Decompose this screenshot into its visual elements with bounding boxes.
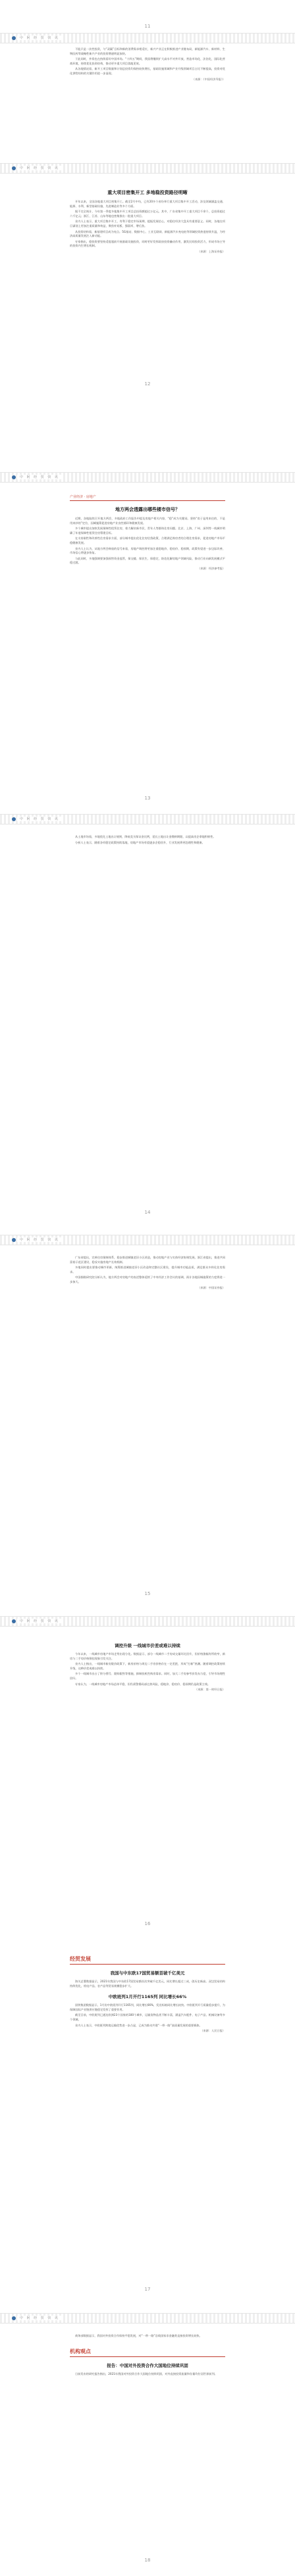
page-1	[0, 0, 295, 158]
section-divider	[70, 1964, 225, 1965]
paragraph: 近期，各地陆续召开地方两会，多地政府工作报告中提及房地产相关内容，“稳”成为关键词。坚持“房子是用来住的、不是用来炒的”定位，因城施策促进房地产业良性循环和健康发展。	[70, 517, 225, 525]
paragraph: 日前发布的研究报告指出，2021年我国对外投资合作大国地位持续巩固，对外直接投资流量和存量均位居世界前列。	[75, 2372, 217, 2375]
paragraph: 专家指出，稳投资要坚持适度超前开展基础设施投资，同时更好发挥政府投资撬动作用，激发民间投资活力，形成市场主导的投资内生增长机制。	[70, 239, 225, 248]
page-number: 13	[144, 796, 151, 801]
source-note: （来源：《中国经济导报》）	[192, 77, 225, 81]
paragraph: 多地同时提出要推动城市更新，统筹推进城镇老旧小区改造和完整社区建设，提升城市功能品质，满足群众多样化住房需求。	[70, 1266, 225, 1274]
source-note: （来源：中国证券报）	[198, 1285, 225, 1289]
paragraph: 业内人士指出，一线城市新房限价政策下，新房价格与周边二手房价格存在一定差距，形成“打新”热潮。随着调控政策持续升级，这种价差或难以持续。	[70, 1662, 225, 1670]
paragraph: 据不完全统计，今年第一季度多地集中开工项目总投资额超过万亿元。其中，广东省集中开工重大项目千余个，总投资超过六千亿元；浙江、江苏、山东等地也密集推出一批重大项目。	[70, 210, 225, 218]
paragraph: 分析人士表示，随着各项稳定政策持续落地，房地产市场有望逐步企稳回升，行业发展将更趋理性和健康。	[75, 840, 205, 844]
paragraph: 业内人士表示，中欧班列跨境运输优势进一步凸显，已成为推动共建“一带一路”高质量发展的重要载体。	[75, 2023, 202, 2027]
paragraph: 广东省提出，完善住房保障体系，稳步推进城镇老旧小区改造，推动房地产业与实体经济协调发展。浙江省提出，推进共同富裕示范区建设，稳妥实施房地产长效机制。	[70, 1256, 225, 1264]
paragraph: 从各地情况看，新开工项目数量和计划总投资均保持较快增长，基础设施领域和产业升级领域项目占比不断提高，投资对优化供给结构的关键作用进一步显现。	[70, 67, 225, 75]
header-brand: 中 阿 经 贸 快 讯	[17, 36, 62, 40]
section-divider	[70, 2356, 225, 2357]
section-label: 产业经济 · 房地产	[70, 495, 96, 499]
page-4	[0, 809, 295, 1230]
page-7	[0, 1940, 295, 2308]
paragraph: 海关总署数据显示，2021年我国与中东欧17国贸易额首次突破千亿美元，同比增长超过三成，创历史新高。双边贸易结构持续优化，机电产品、农产品等贸易规模稳步扩大。	[70, 1980, 225, 1988]
paragraph: 于此同时，外资也在持续看好中国市场。“十四五”期间，我国将继续扩大高水平对外开放，营造市场化、法治化、国际化营商环境，持续优化投资结构，推动更多重大项目落地见效。	[70, 57, 225, 65]
header-brand: 中 阿 经 贸 快 讯	[17, 2316, 62, 2320]
text-column	[70, 1256, 225, 1294]
text-column	[70, 2334, 225, 2377]
article-heading: 我国与中东欧17国贸易额首破千亿美元	[110, 1970, 185, 1976]
page-number: 12	[144, 381, 151, 387]
page-number: 11	[144, 24, 151, 29]
header-logo-dot	[12, 1619, 16, 1623]
page-number: 17	[144, 2287, 151, 2292]
header-brand: 中 阿 经 贸 快 讯	[17, 1619, 62, 1623]
page-header-stripe	[0, 814, 295, 824]
page-6	[0, 1611, 295, 1940]
header-brand: 中 阿 经 贸 快 讯	[17, 475, 62, 479]
header-logo-dot	[12, 2316, 16, 2320]
page-header-stripe	[0, 472, 295, 483]
header-brand: 中 阿 经 贸 快 讯	[17, 166, 62, 170]
header-brand: 中 阿 经 贸 快 讯	[17, 817, 62, 821]
paragraph: 多个一线城市出台了积分摇号、限购限售等措施，抑制投机性购房需求。同时，加大二手房参考价发布力度，引导市场理性回归。	[70, 1672, 225, 1680]
paragraph: 在支持刚性和改善性住房需求方面，部分城市提出优化住房信贷政策，合理满足购房者的合理住房需求，促进房地产市场平稳健康发展。	[70, 537, 225, 544]
page-header-stripe	[0, 2313, 295, 2324]
header-logo-dot	[12, 1238, 16, 1242]
paragraph: 不能只是一次性投资，与“双碳”目标和新的消费需求相适应，新兴产业正在积极推进产业链布局，新能源汽车、新材料、生物医药等战略性新兴产业的投资增速明显加快。	[70, 47, 225, 55]
source-note: （来源：上海证券报）	[198, 249, 225, 253]
text-column	[70, 835, 225, 846]
section-label: 机构观点	[70, 2348, 91, 2354]
section-label: 经贸发展	[70, 1956, 91, 1962]
paragraph: 与此同时，多地强调要加强预售资金监管，保交楼、保民生、保稳定，防范化解房地产领域风险，推动行业向新发展模式平稳过渡。	[70, 556, 225, 565]
text-column	[70, 184, 225, 258]
source-note: （来源：第一财经日报）	[194, 1688, 225, 1692]
page-2	[0, 158, 295, 467]
paragraph: 今年以来，一线城市房地产市场走势出现分化。数据显示，部分一线城市二手房成交量环比回升，但价格涨幅有所收窄，新房与二手房价格倒挂现象引发关注。	[70, 1652, 225, 1660]
page-number: 18	[144, 2558, 151, 2563]
source-note: （来源：经济参考报）	[198, 566, 225, 570]
header-logo-dot	[12, 36, 16, 40]
article-heading: 报告：中国对外投资合作大国地位持续巩固	[107, 2362, 188, 2368]
text-column	[70, 1637, 225, 1696]
paragraph: 业内人士表示，重大项目集中开工，有利于稳定市场预期、提振发展信心，对稳住经济大盘具有重要意义。同时，各地在项目谋划上更加注重质量和效益，聚焦补短板、强弱项、增后劲。	[70, 220, 225, 227]
header-logo-dot	[12, 817, 16, 821]
paragraph: 开年以来，全国各地重大项目密集开工。截至2月中旬，已有20多个省份举行重大项目集中开工活动，涉及领域涵盖交通、能源、水利、新型基础设施、先进制造业等多个方面。	[70, 200, 225, 208]
paragraph: 商务部数据显示，我国对外投资合作保持平稳发展，对“一带一路”沿线国家非金融类直接投资增长较快。	[75, 2334, 202, 2337]
article-heading: 地方两会透露出哪些楼市信号？	[115, 507, 180, 512]
header-logo-dot	[12, 475, 16, 479]
source-note: （来源：人民日报）	[200, 2029, 225, 2033]
paragraph: 国铁集团数据显示，1月份中欧班列开行1165列，同比增长66%，发送标箱同比增长较快。中欧班列开行质量稳步提升，为保障国际产业链供应链稳定发挥了重要作用。	[70, 2003, 225, 2011]
page-header-stripe	[0, 163, 295, 174]
paragraph: 中国指数研究院分析认为，地方两会对房地产的表述整体延续了中央经济工作会议的基调，预计各地因城施策的力度将进一步加大。	[70, 1276, 225, 1283]
header-brand: 中 阿 经 贸 快 讯	[17, 1237, 62, 1242]
page-number: 14	[144, 1210, 151, 1215]
page-header-stripe	[0, 33, 295, 43]
article-heading-2: 中欧班列1月开行1165列 同比增长66%	[108, 1994, 187, 2000]
section-divider	[70, 500, 225, 501]
page-number: 15	[144, 1591, 151, 1596]
paragraph: 截至目前，中欧班列已通达欧洲23个国家的180个城市，运输货物品类不断丰富，涵盖汽车配件、电子产品、机械设备等多个领域。	[70, 2013, 225, 2021]
page-8	[0, 2308, 295, 2576]
page-number: 16	[144, 1921, 151, 1926]
header-logo-dot	[12, 166, 16, 170]
article-heading: 调控升级 一线城市价差或难以持续	[115, 1643, 180, 1648]
page-header-stripe	[0, 1235, 295, 1245]
paragraph: 专家认为，一线城市房地产市场总体平稳，但仍需警惕局部过热风险，稳地价、稳房价、稳预期仍是政策主线。	[75, 1682, 211, 1686]
paragraph: 从土地市场看，多地优化土地出让规则，降低竞买保证金比例，延长土地出让金缴纳期限，以提高房企拿地积极性。	[75, 835, 216, 838]
text-column	[70, 1953, 225, 2037]
page-3	[0, 467, 295, 809]
paragraph: 从投资结构看，新基建项目成为亮点。5G基站、数据中心、工业互联网、新能源汽车充电桩等领域投资热度持续升温，为经济高质量发展注入新动能。	[70, 229, 225, 238]
page-header-stripe	[0, 1616, 295, 1627]
page-5	[0, 1229, 295, 1611]
article-heading: 重大项目密集开工 多地稳投资路径明晰	[107, 190, 188, 195]
paragraph: 业内人士认为，从地方两会释放的信号来看，房地产调控将更加注重稳地价、稳房价、稳预期，政策有望进一步边际改善，市场信心将逐步恢复。	[70, 546, 225, 555]
text-column	[70, 47, 225, 85]
text-column	[70, 492, 225, 575]
paragraph: 多个城市提出加快发展保障性租赁住房，着力解决新市民、青年人等群体住房问题。北京、上海、广州、深圳等一线城市明确了年度保障性租赁住房筹建目标。	[70, 527, 225, 535]
